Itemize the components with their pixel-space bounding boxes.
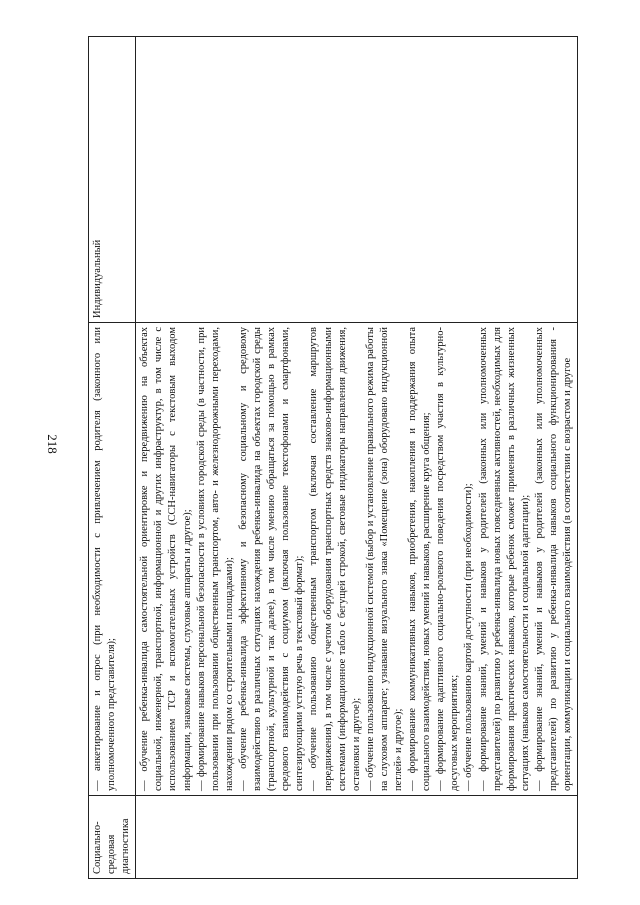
rotated-table-frame xyxy=(88,36,577,879)
services-table xyxy=(88,36,578,879)
row-1-label-cell xyxy=(89,796,136,879)
row-2-note-cell xyxy=(136,37,578,323)
rotated-table xyxy=(88,36,577,879)
row-1-item-1: — анкетирование и опрос (при необходимости с привлечением родителя (законного или уполномоченного представителя); xyxy=(92,327,118,791)
row-2-item-3: — обучение ребенка-инвалида эффективному и безопасному социальному и средовому взаимодействию в различных ситуациях нахождения ребенка-инвалида на объектах городской среды (транспортной, культурной и так далее), в том числе умению обращаться за помощью в рамках средового взаимодействия с социумом (включая пользование текстофонами и смартфонами, синтезирующими устную речь в текстовый формат); xyxy=(237,327,306,791)
row-2-item-1: — обучение ребенка-инвалида самостоятельной ориентировке и передвижению на объектах социальной, инженерной, транспортной, информационной и других инфраструктур, в том числе с использованием ТСР и вспомогательных устройств (ССН-навигаторы с текстовым выходом информации, знаковые системы, слуховые аппараты и другое); xyxy=(139,327,193,791)
row-2-item-5: — обучение пользованию индукционной системой (выбор и установление правильного режима работы на слуховом аппарате; узнавание визуального знака «Помещение (зона) оборудовано индукционной петлей» и другое); xyxy=(364,327,404,791)
row-1-note-cell xyxy=(89,37,136,323)
row-2-item-6: — формирование коммуникативных навыков, приобретения, накопления и поддержания опыта социального взаимодействия, новых умений и навыков, расширение круга общения; xyxy=(407,327,433,791)
row-2-item-8: — обучение пользованию картой доступности (при необходимости); xyxy=(463,483,475,791)
page-number: 218 xyxy=(45,434,60,454)
row-2-content-cell xyxy=(136,323,578,796)
row-1-content-cell xyxy=(89,323,136,796)
row-2-item-2: — формирование навыков персональной безопасности в условиях городской среды (в частности, при пользовании при пользовании общественным транспортом, авто- и железнодорожными переходами, нахождении рядом со строительными площадками); xyxy=(195,327,235,791)
row-2-label-cell xyxy=(136,796,578,879)
table-row-2 xyxy=(136,37,578,879)
row-2-item-7: — формирование адаптивного социально-ролевого поведения посредством участия в культурно-досуговых мероприятиях; xyxy=(435,327,461,791)
row-2-item-10: — формирование знаний, умений и навыков у родителей (законных или уполномоченных представителей) по развитию у ребенка-инвалида навыков социального функционирования - ориентации, коммуникации и социального взаимодействия (в соответствии с возрастом и другое xyxy=(533,327,574,791)
row-2-item-4: — обучение пользованию общественным транспортом (включая составление маршрутов передвижения), в том числе с учетом оборудования транспортных средств знаково-информационными системами (информационное табло с бегущей строкой, световые индикаторы направления движения, остановки и другое); xyxy=(308,327,362,791)
row-1-note: Индивидуальный xyxy=(92,239,103,318)
row-1-label: Социально-средовая диагностика xyxy=(92,818,132,874)
table-row-1 xyxy=(89,37,136,879)
row-2-item-9: — формирование знаний, умений и навыков у родителей (законных или уполномоченных представителей) по развитию у ребенка-инвалида новых повседневных активностей, необходимых для формирования практических навыков, которые ребенок сможет применять в различных жизненных ситуациях (навыков самостоятельности и социальной адаптации); xyxy=(477,327,531,791)
